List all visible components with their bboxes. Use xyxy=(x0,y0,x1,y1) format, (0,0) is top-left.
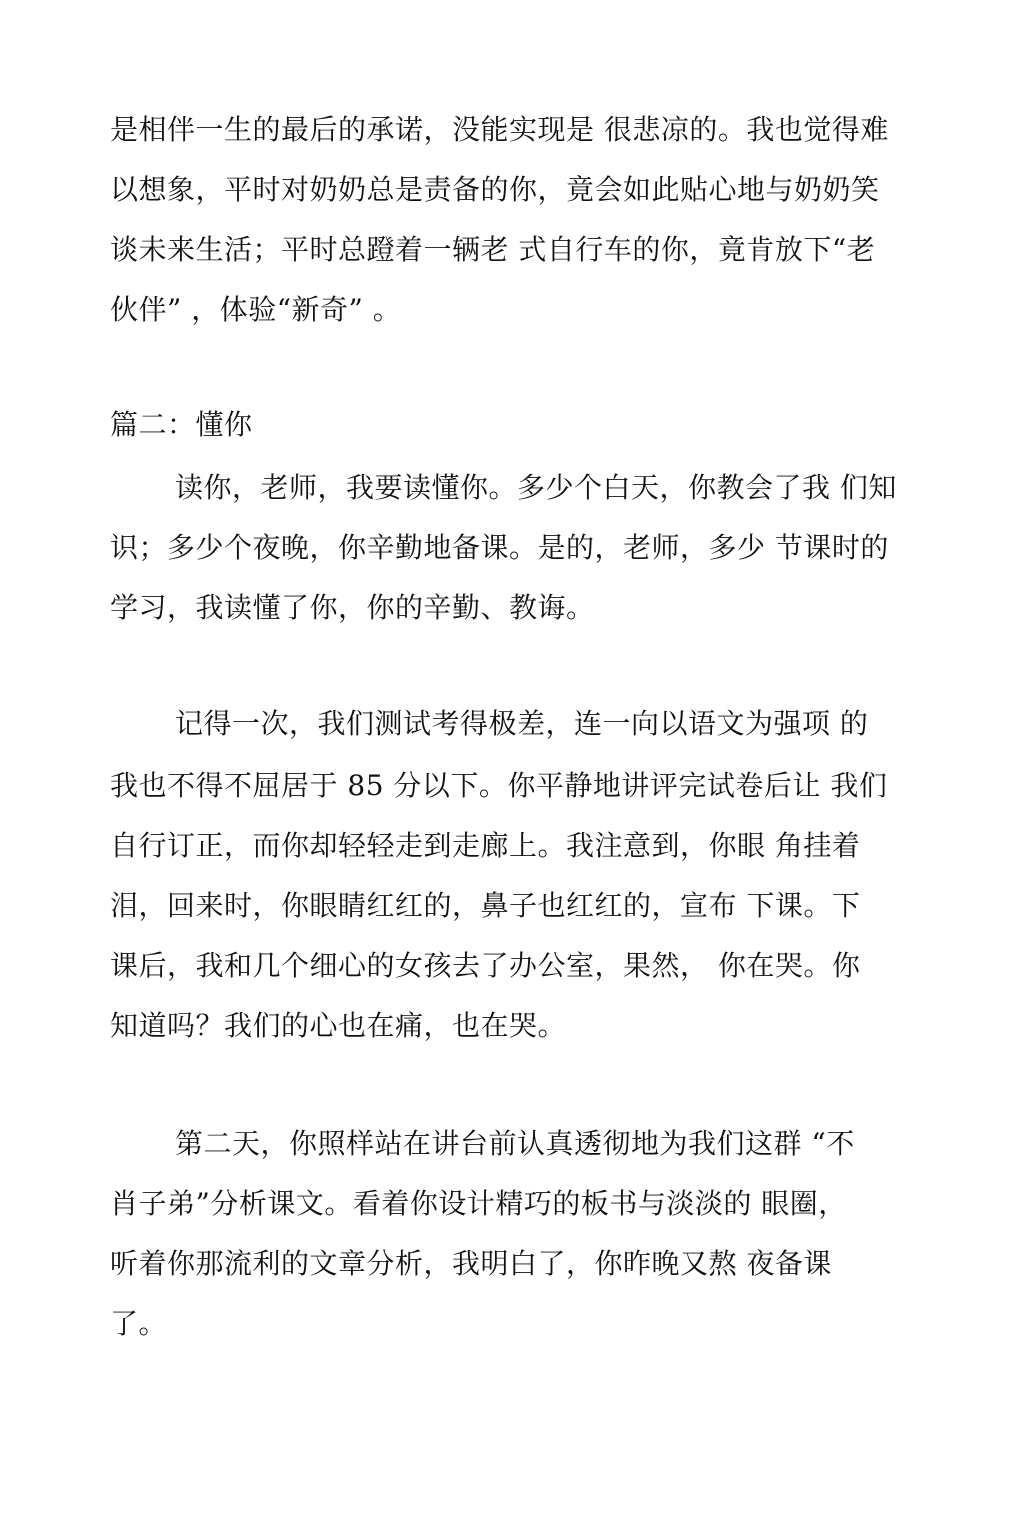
paragraph-line: 谈未来生活；平时总蹬着一辆老 式自行车的你，竟肯放下“老 xyxy=(110,233,876,266)
paragraph-line: 泪，回来时，你眼睛红红的，鼻子也红红的，宣布 下课。下 xyxy=(110,889,861,922)
paragraph-line: 我也不得不屈居于 85 分以下。你平静地讲评完试卷后让 我们 xyxy=(110,769,888,802)
paragraph-line: 学习，我读懂了你，你的辛勤、教诲。 xyxy=(110,591,595,624)
paragraph-line: 伙伴” ，体验“新奇” 。 xyxy=(110,293,402,326)
paragraph-line: 读你，老师，我要读懂你。多少个白天，你教会了我 们知 xyxy=(175,471,897,504)
paragraph-line: 知道吗？我们的心也在痛，也在哭。 xyxy=(110,1009,567,1042)
paragraph-line: 了。 xyxy=(110,1307,168,1340)
paragraph-line: 识；多少个夜晚，你辛勤地备课。是的，老师，多少 节课时的 xyxy=(110,531,889,564)
paragraph-line: 是相伴一生的最后的承诺，没能实现是 很悲凉的。我也觉得难 xyxy=(110,113,889,146)
paragraph-line: 课后，我和几个细心的女孩去了办公室，果然， 你在哭。你 xyxy=(110,949,861,982)
section-title: 篇二：懂你 xyxy=(110,408,253,441)
paragraph-line: 第二天，你照样站在讲台前认真透彻地为我们这群 “不 xyxy=(175,1127,855,1160)
paragraph-line: 以想象，平时对奶奶总是责备的你，竟会如此贴心地与奶奶笑 xyxy=(110,173,880,206)
paragraph-line: 肖子弟”分析课文。看着你设计精巧的板书与淡淡的 眼圈， xyxy=(110,1187,847,1220)
paragraph-line: 听着你那流利的文章分析，我明白了，你昨晚又熬 夜备课 xyxy=(110,1247,832,1280)
paragraph-line: 自行订正，而你却轻轻走到走廊上。我注意到，你眼 角挂着 xyxy=(110,829,861,862)
paragraph-line: 记得一次，我们测试考得极差，连一向以语文为强项 的 xyxy=(175,707,869,740)
